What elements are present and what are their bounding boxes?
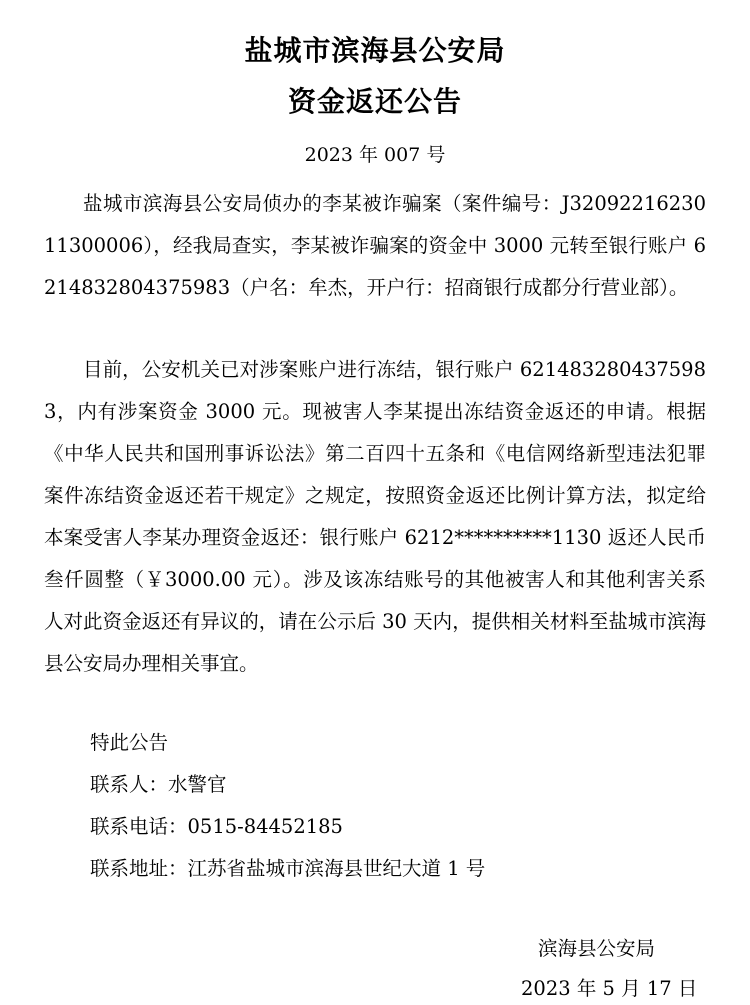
issuer-signature: 滨海县公安局: [538, 937, 656, 960]
body-paragraph-2: 目前，公安机关已对涉案账户进行冻结，银行账户 6214832804375983，内有涉案资金 3000 元。现被害人李某提出冻结资金返还的申请。根据《中华人民共和国刑事诉讼法》第二百四十五条和《电信网络新型违法犯罪案件冻结资金返还若干规定》之规定，按照资金返还比例计算方法，拟定给本案受害人李某办理资金返还：银行账户 6212**********1130 返还人民币叁仟圆整（￥3000.00 元）。涉及该冻结账号的其他被害人和其他利害关系人对此资金返还有异议的，请在公示后 30 天内，提供相关材料至盐城市滨海县公安局办理相关事宜。: [44, 358, 706, 675]
body-paragraph-2-container: [44, 349, 706, 685]
body-paragraph-1-container: [44, 183, 706, 309]
document-title: 盐城市滨海县公安局: [244, 34, 506, 67]
contact-address: 联系地址：江苏省盐城市滨海县世纪大道 1 号: [90, 857, 486, 880]
contact-person: 联系人：水警官: [90, 773, 227, 796]
issue-date: 2023 年 5 月 17 日: [521, 977, 698, 1000]
closing-notice: 特此公告: [90, 731, 169, 754]
contact-phone: 联系电话：0515-84452185: [90, 815, 343, 838]
body-paragraph-1: 盐城市滨海县公安局侦办的李某被诈骗案（案件编号：J3209221623011300006），经我局查实，李某被诈骗案的资金中 3000 元转至银行账户 6214832804375983（户名：牟杰，开户行：招商银行成都分行营业部）。: [44, 192, 706, 299]
document-number: 2023 年 007 号: [304, 144, 446, 166]
document-subtitle: 资金返还公告: [287, 85, 462, 118]
